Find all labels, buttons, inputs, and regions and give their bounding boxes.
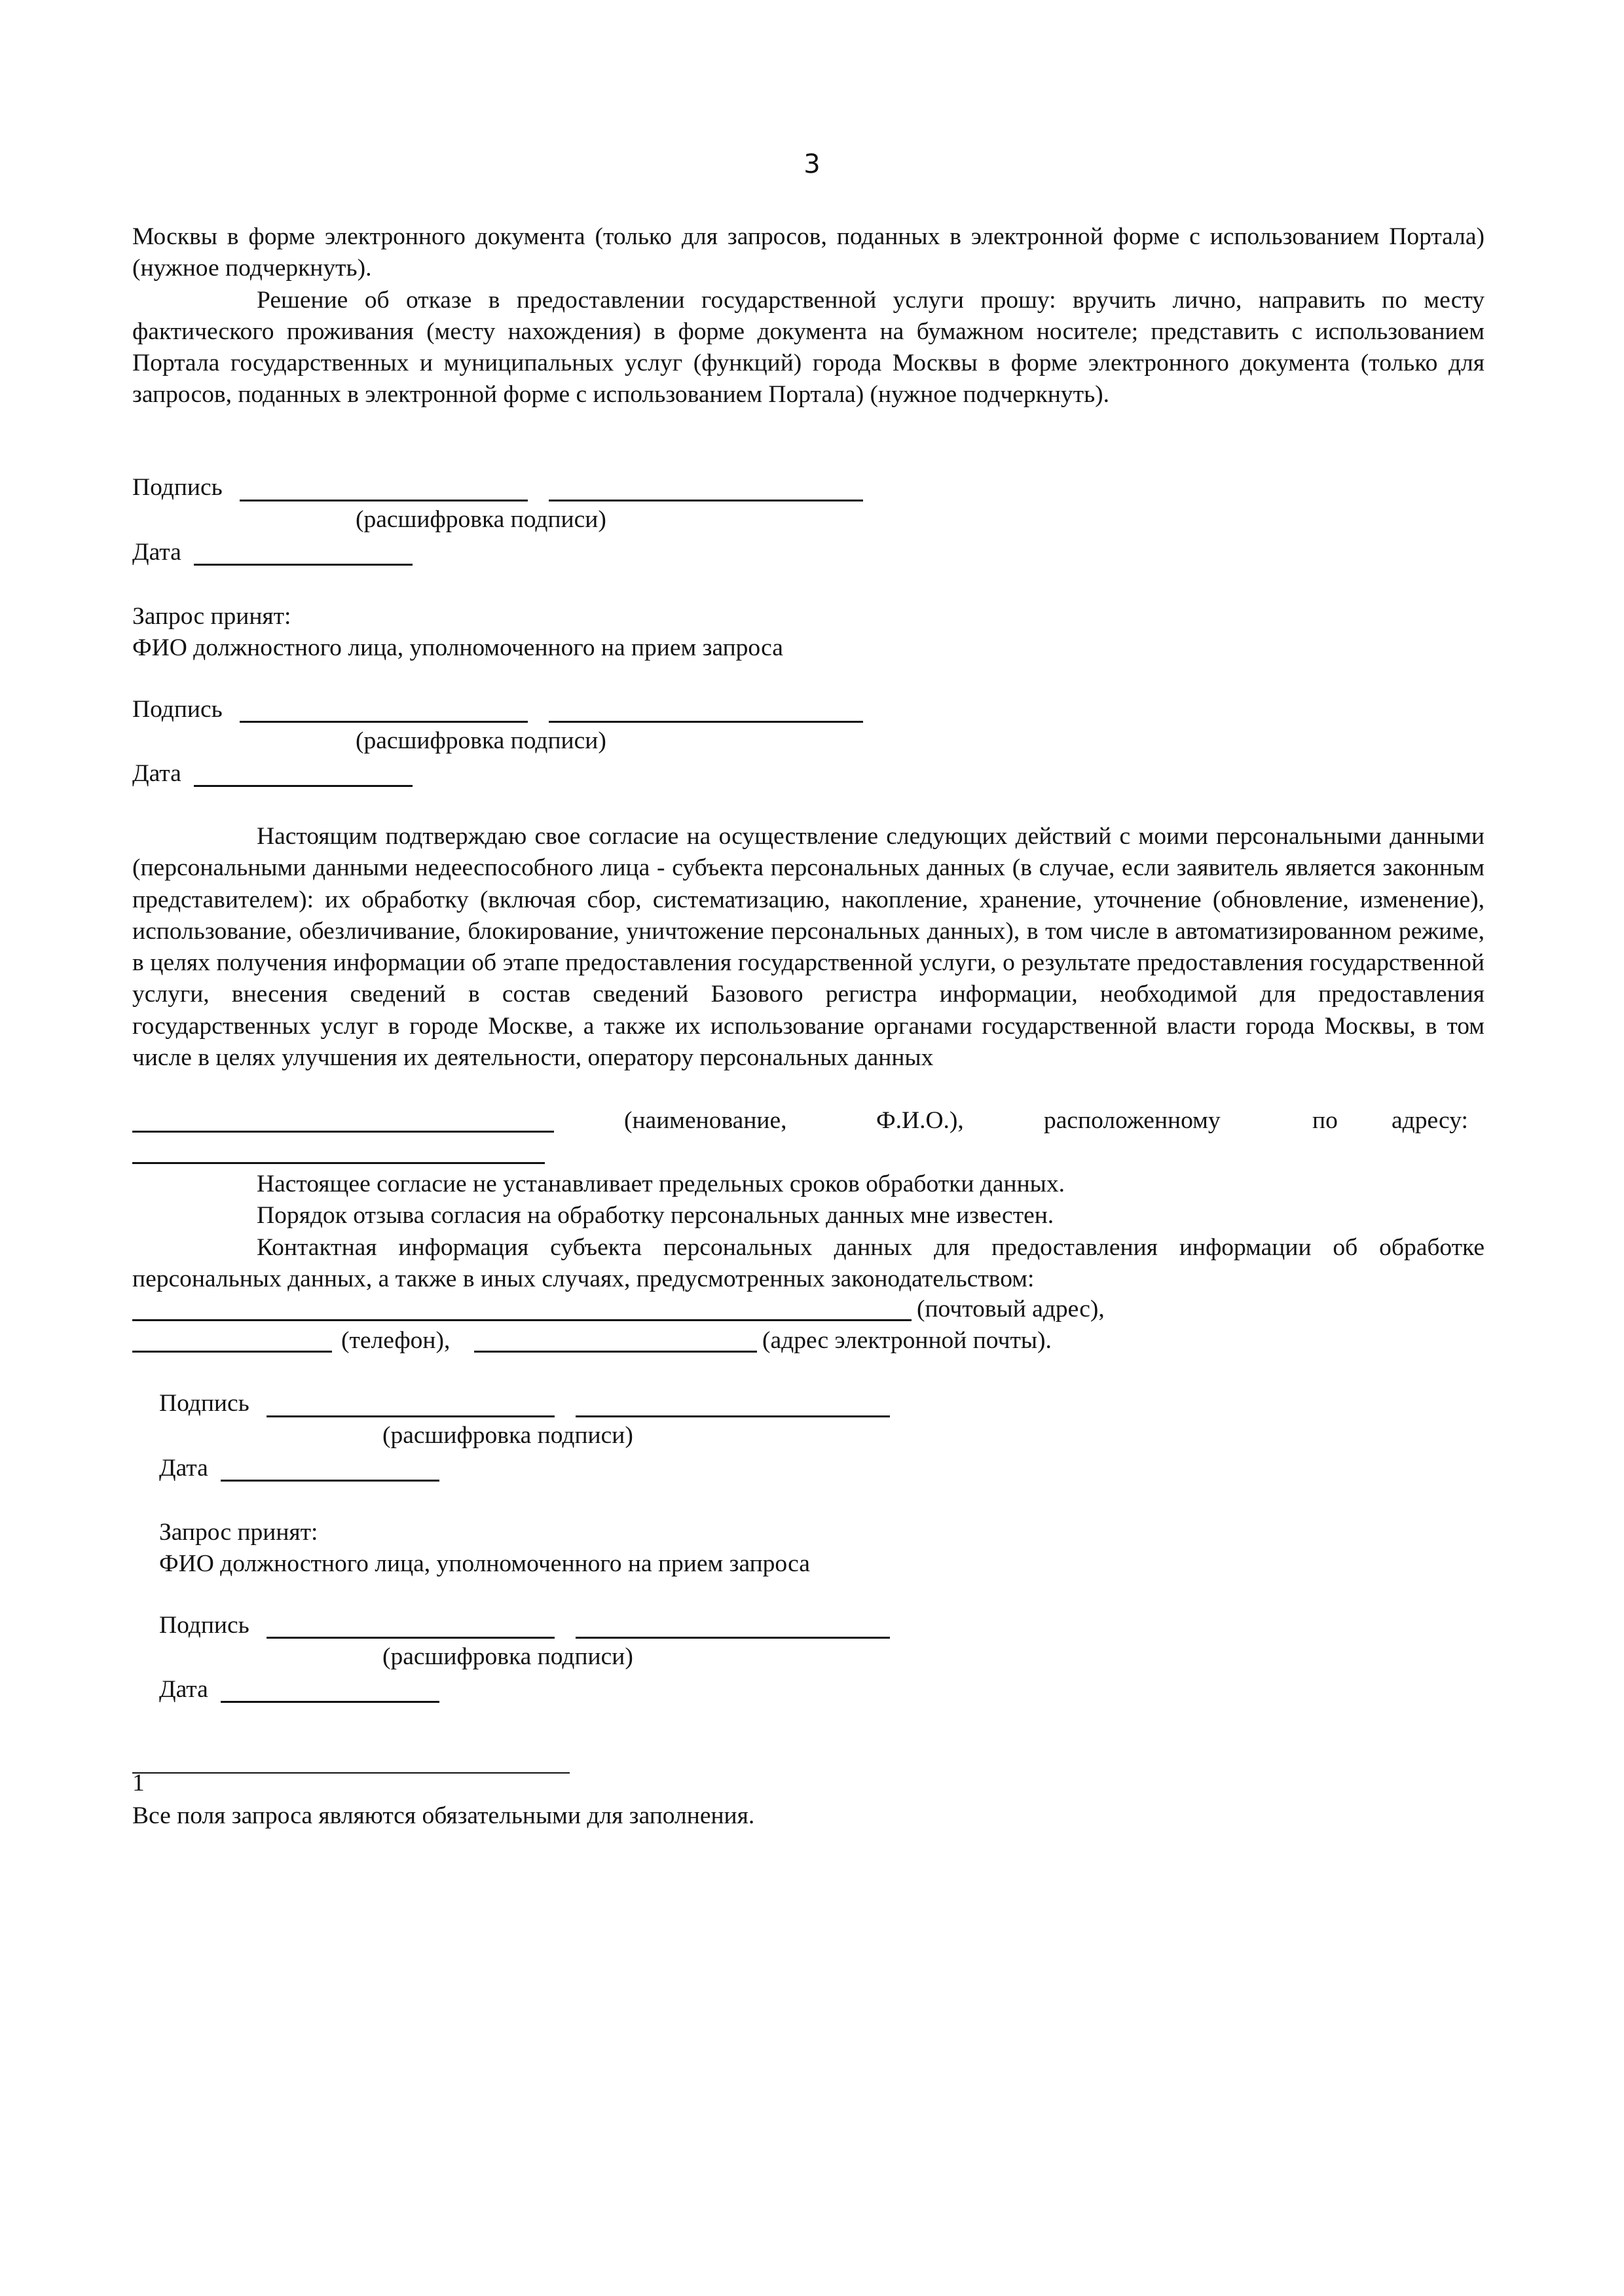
operator-name-field[interactable] <box>132 1131 554 1133</box>
operator-address-field[interactable] <box>132 1162 545 1164</box>
consent-terms-block <box>132 1169 1485 1295</box>
footnote-marker: 1 <box>132 1770 145 1796</box>
no-time-limit-text: Настоящее согласие не устанавливает предельных сроков обработки данных. <box>257 1171 1065 1197</box>
operator-located-caption: расположенному <box>1044 1107 1221 1134</box>
official-signature-decode-caption: (расшифровка подписи) <box>356 727 606 754</box>
official-signature-decode-caption-2: (расшифровка подписи) <box>382 1643 633 1670</box>
operator-po-caption: по <box>1312 1107 1338 1134</box>
official-date-label: Дата <box>132 760 181 787</box>
consent-date-label: Дата <box>159 1455 208 1482</box>
page-number: 3 <box>803 149 821 179</box>
official-fio-label-2: ФИО должностного лица, уполномоченного на прием запроса <box>159 1550 810 1577</box>
phone-field[interactable] <box>132 1351 332 1353</box>
official-date-field-2[interactable] <box>221 1701 439 1703</box>
date-label: Дата <box>132 539 181 566</box>
contact-info-text: Контактная информация субъекта персональных данных для предоставления информации об обработке персональных данных, а также в иных случаях, предусмотренных законодательством: <box>132 1233 1485 1292</box>
operator-fio-caption: Ф.И.О.), <box>876 1107 964 1134</box>
operator-name-caption: (наименование, <box>624 1107 787 1134</box>
signature-field[interactable] <box>240 500 528 501</box>
official-signature-field-2[interactable] <box>267 1637 555 1639</box>
consent-signature-field[interactable] <box>267 1415 555 1417</box>
signature-decode-caption: (расшифровка подписи) <box>356 506 606 533</box>
footnote-text: Все поля запроса являются обязательными для заполнения. <box>132 1802 755 1829</box>
official-date-label-2: Дата <box>159 1676 208 1703</box>
consent-signature-label: Подпись <box>159 1390 249 1417</box>
signature-decode-field[interactable] <box>549 500 863 501</box>
postal-address-caption: (почтовый адрес), <box>917 1296 1105 1322</box>
official-signature-decode-field-2[interactable] <box>576 1637 890 1639</box>
consent-paragraph: Настоящим подтверждаю свое согласие на осуществление следующих действий с моими персональными данными (персональными данными недееспособного лица - субъекта персональных данных (в случае, если заявитель является законным представителем): их обработку (включая сбор, систематизацию, накопление, хранение, уточнение (обновление, изменение), использование, обезличивание, блокирование, уничтожение персональных данных), в том числе в автоматизированном режиме, в целях получения информации об этапе предоставления государственной услуги, о результате предоставления государственной услуги, внесения сведений в состав сведений Базового регистра информации, необходимой для предоставления государственных услуг в городе Москве, а также их использование органами государственной власти города Москвы, в том числе в целях улучшения их деятельности, оператору персональных данных <box>132 823 1485 1072</box>
operator-address-caption: адресу: <box>1392 1107 1468 1134</box>
signature-label: Подпись <box>132 474 223 501</box>
paragraph-continuation: Москвы в форме электронного документа (только для запросов, поданных в электронной форме с использованием Портала) (нужное подчеркнуть). <box>132 223 1485 282</box>
official-signature-label-2: Подпись <box>159 1612 249 1639</box>
postal-address-field[interactable] <box>132 1319 912 1321</box>
email-caption: (адрес электронной почты). <box>762 1327 1052 1354</box>
official-signature-label: Подпись <box>132 696 223 723</box>
consent-paragraph-block <box>132 821 1485 1074</box>
paragraph-refusal-decision: Решение об отказе в предоставлении государственной услуги прошу: вручить лично, направить по месту фактического проживания (месту нахождения) в форме документа на бумажном носителе; представить с использованием Портала государственных и муниципальных услуг (функций) города Москвы в форме электронного документа (только для запросов, поданных в электронной форме с использованием Портала) (нужное подчеркнуть). <box>132 286 1485 409</box>
request-accepted-label-2: Запрос принят: <box>159 1519 318 1546</box>
consent-signature-decode-caption: (расшифровка подписи) <box>382 1422 633 1449</box>
top-paragraphs <box>132 221 1485 411</box>
official-signature-field[interactable] <box>240 721 528 723</box>
email-field[interactable] <box>474 1351 757 1353</box>
official-date-field[interactable] <box>194 785 413 787</box>
footnote-separator <box>132 1772 570 1774</box>
official-fio-label: ФИО должностного лица, уполномоченного на прием запроса <box>132 634 783 661</box>
consent-date-field[interactable] <box>221 1480 439 1482</box>
consent-signature-decode-field[interactable] <box>576 1415 890 1417</box>
date-field[interactable] <box>194 564 413 566</box>
revoke-procedure-text: Порядок отзыва согласия на обработку персональных данных мне известен. <box>257 1202 1054 1230</box>
request-accepted-label: Запрос принят: <box>132 603 291 630</box>
phone-caption: (телефон), <box>341 1327 451 1354</box>
official-signature-decode-field[interactable] <box>549 721 863 723</box>
